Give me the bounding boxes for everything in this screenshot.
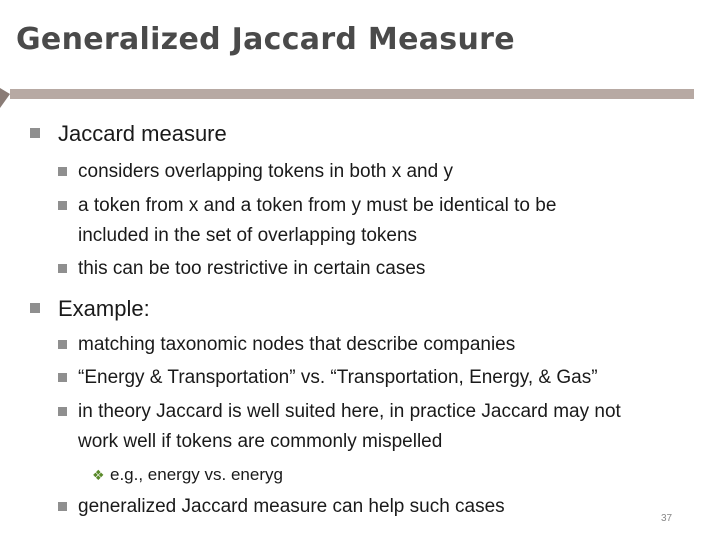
sub-bullet-text: “Energy & Transportation” vs. “Transportation, Energy, & Gas”: [78, 367, 598, 388]
square-bullet-icon: [30, 128, 40, 138]
bullet-text: Example:: [58, 296, 150, 321]
title-rule-accent: [0, 88, 10, 108]
square-bullet-icon: [58, 502, 67, 511]
sub-bullet-text: considers overlapping tokens in both x and y: [78, 161, 453, 182]
square-bullet-icon: [30, 303, 40, 313]
square-bullet-icon: [58, 373, 67, 382]
sub-bullet-text: generalized Jaccard measure can help such cases: [78, 496, 505, 517]
sub-bullet-text: in theory Jaccard is well suited here, in practice Jaccard may not: [78, 401, 621, 422]
title-rule: [10, 89, 694, 99]
square-bullet-icon: [58, 167, 67, 176]
sub-bullet-text: this can be too restrictive in certain cases: [78, 258, 426, 279]
square-bullet-icon: [58, 264, 67, 273]
slide-title: Generalized Jaccard Measure: [16, 22, 515, 57]
sub-sub-bullet-text: e.g., energy vs. eneryg: [110, 465, 283, 484]
diamond-bullet-icon: ❖: [92, 467, 105, 483]
sub-bullet-text: a token from x and a token from y must be identical to be: [78, 195, 557, 216]
square-bullet-icon: [58, 201, 67, 210]
sub-bullet-text: included in the set of overlapping tokens: [78, 225, 418, 246]
square-bullet-icon: [58, 340, 67, 349]
page-number: 37: [661, 513, 673, 524]
sub-bullet-text: work well if tokens are commonly mispelled: [78, 431, 443, 452]
sub-bullet-text: matching taxonomic nodes that describe companies: [78, 334, 516, 355]
square-bullet-icon: [58, 407, 67, 416]
bullet-text: Jaccard measure: [58, 121, 227, 146]
